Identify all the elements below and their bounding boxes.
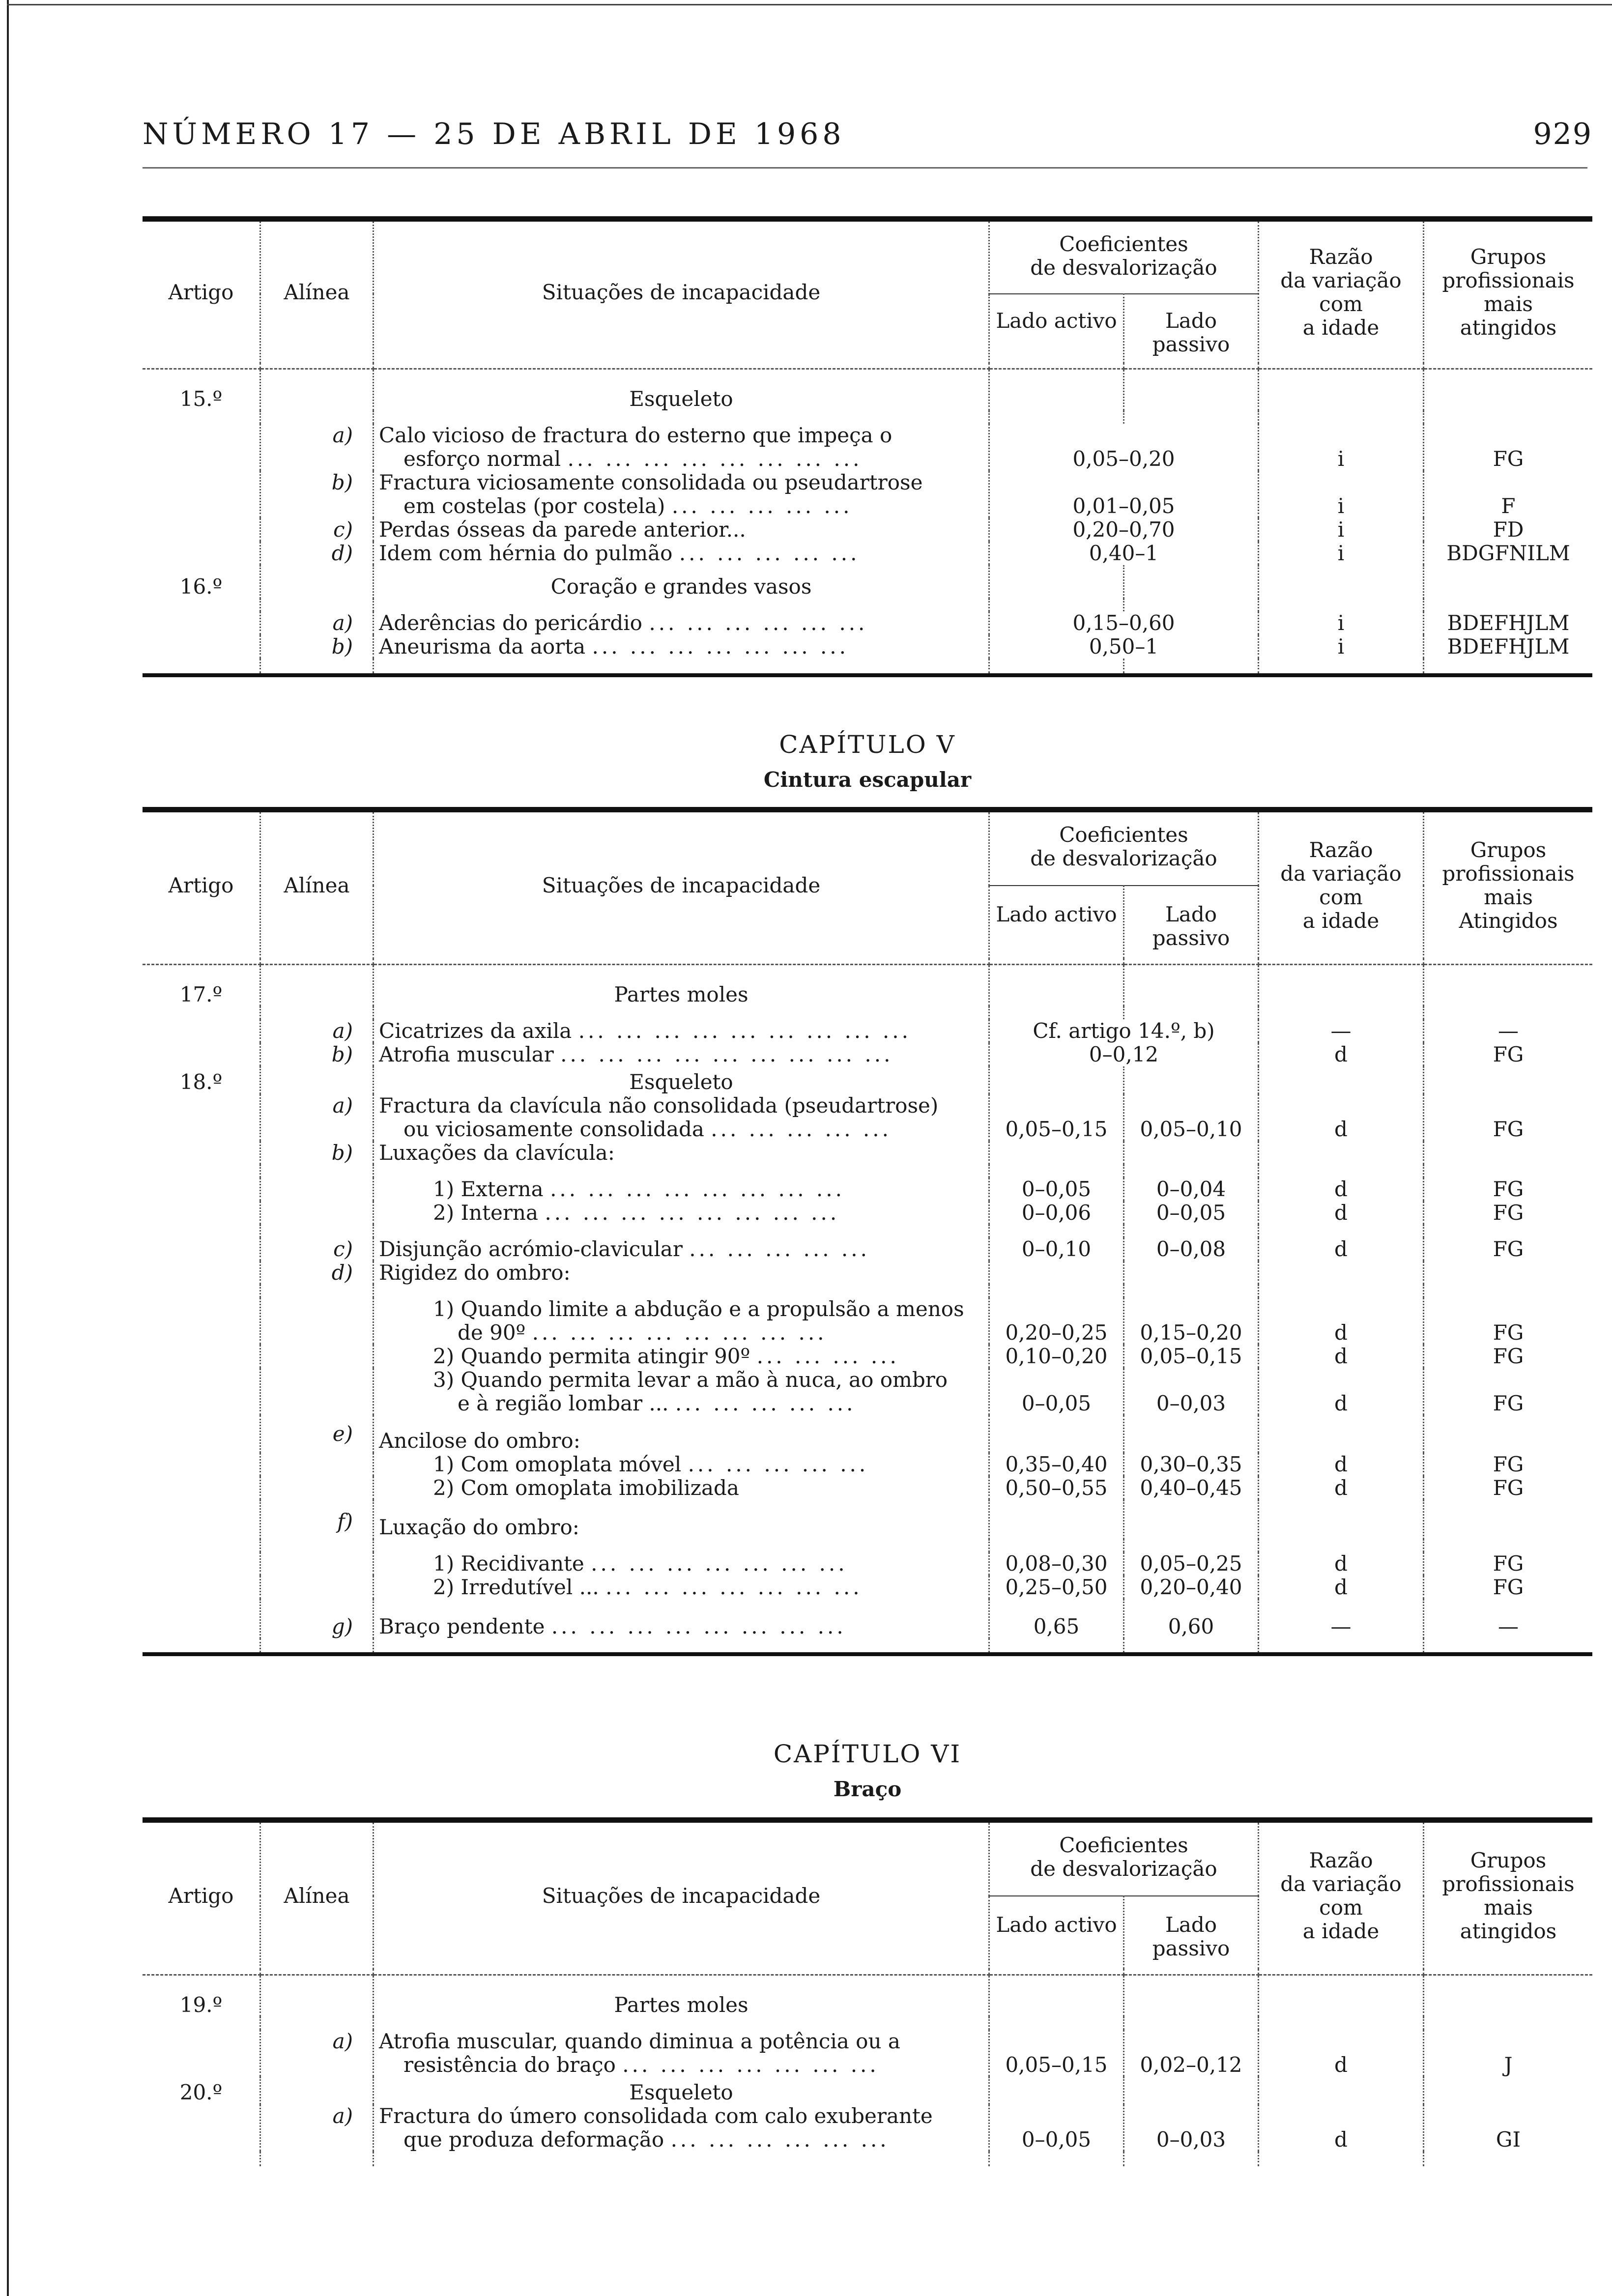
razao-value: d (1259, 1094, 1424, 1141)
table-top-rule (143, 807, 1592, 812)
razao-line: com (1319, 885, 1363, 909)
situacao-text: Luxação do ombro: (374, 1500, 989, 1539)
alinea-label: a) (260, 2104, 374, 2152)
table-esqueleto-coracao (143, 216, 1592, 677)
table-row (143, 1500, 1592, 1539)
col-header-alinea: Alínea (260, 222, 374, 363)
alinea-label: a) (260, 2030, 374, 2077)
alinea-label: c) (260, 1237, 374, 1261)
col-header-grupos (1424, 1823, 1593, 1969)
situacao-text: Aderências do pericárdio (379, 611, 642, 635)
situacao-text: 1) Com omoplata móvel (433, 1452, 682, 1476)
coef-activo-value: 0,25–0,50 (989, 1576, 1124, 1599)
chapter-title: CAPÍTULO V (779, 730, 956, 759)
page-header (143, 113, 1592, 157)
coef-value: 0–0,12 (989, 1043, 1259, 1066)
razao-value: i (1259, 611, 1424, 635)
table-row: b) Aneurisma da aorta ... ... ... ... ... ... ... 0,50–1 i BDEFHJLM (143, 635, 1592, 659)
situacao-text: 2) Interna (433, 1201, 538, 1225)
table-row (143, 1141, 1592, 1165)
razao-value: i (1259, 518, 1424, 542)
section-title: Esqueleto (374, 2077, 989, 2104)
razao-line: a idade (1302, 316, 1380, 340)
grupos-value: FG (1424, 424, 1593, 471)
grupos-value: BDGFNILM (1424, 542, 1593, 565)
col-header-coeficientes (989, 1823, 1259, 1896)
razao-line: da variação (1280, 861, 1402, 886)
artigo-number: 18.º (179, 1070, 223, 1094)
coef-passivo-value: 0–0,03 (1124, 2104, 1259, 2152)
coef-passivo-value: 0,05–0,15 (1124, 1345, 1259, 1368)
table-row: 3) Quando permita levar a mão à nuca, ao ombro e à região lombar ... ... ... ... ... ... 0–0,05 0–0,03 d FG (143, 1368, 1592, 1415)
page-number: 929 (1533, 117, 1592, 151)
coef-value: Cf. artigo 14.º, b) (989, 1019, 1259, 1043)
situacao-text: Braço pendente (379, 1614, 545, 1638)
coef-activo-value: 0–0,05 (989, 1368, 1124, 1415)
section-title: Partes moles (374, 1975, 989, 2017)
artigo-number: 20.º (179, 2080, 223, 2104)
coef-passivo-value: 0,15–0,20 (1124, 1297, 1259, 1345)
razao-value: d (1259, 1368, 1424, 1415)
situacao-text: Fractura viciosamente consolidada ou pseudartrose (379, 470, 923, 494)
grupos-value: FG (1424, 1177, 1593, 1201)
razao-line: com (1319, 1895, 1363, 1920)
situacao-text: Ancilose do ombro: (374, 1415, 989, 1453)
grupos-line: Grupos (1470, 245, 1547, 269)
alinea-label: a) (260, 1019, 374, 1043)
situacao-text: Calo vicioso de fractura do esterno que impeça o (379, 423, 892, 447)
table-row: 1) Com omoplata móvel ... ... ... ... ... 0,35–0,40 0,30–0,35 d FG (143, 1453, 1592, 1476)
grupos-value: FG (1424, 1453, 1593, 1476)
col-header-artigo: Artigo (168, 873, 234, 897)
razao-value: d (1259, 2030, 1424, 2077)
grupos-line: profissionais (1442, 268, 1575, 292)
section-title: Coração e grandes vasos (374, 565, 989, 599)
col-header-razao (1259, 222, 1424, 363)
alinea-label: d) (260, 542, 374, 565)
coef-activo-value: 0,10–0,20 (989, 1345, 1124, 1368)
grupos-value: BDEFHJLM (1424, 635, 1593, 659)
alinea-label: a) (260, 1094, 374, 1141)
situacao-text: Luxações da clavícula: (374, 1141, 989, 1165)
grupos-value: F (1424, 471, 1593, 518)
coef-activo-value: 0,35–0,40 (989, 1453, 1124, 1476)
coef-value: 0,50–1 (989, 635, 1259, 659)
coef-activo-value: 0,65 (989, 1599, 1124, 1638)
razao-value: d (1259, 1297, 1424, 1345)
grupos-value: FG (1424, 1237, 1593, 1261)
col-header-lado-passivo: Lado passivo (1124, 294, 1259, 363)
coef-line-1: Coeficientes (1059, 1833, 1188, 1857)
razao-value: — (1259, 1019, 1424, 1043)
table-row: 2) Interna ... ... ... ... ... ... ... ... 0–0,06 0–0,05 d FG (143, 1201, 1592, 1225)
razao-value: d (1259, 1576, 1424, 1599)
col-header-grupos (1424, 222, 1593, 363)
table-braco (143, 1817, 1592, 2166)
table-row: a) Calo vicioso de fractura do esterno que impeça o esforço normal ... ... ... ... ... ... ... ... 0,05–0,20 i FG (143, 424, 1592, 471)
grupos-value: FG (1424, 1552, 1593, 1576)
razao-line: com (1319, 292, 1363, 316)
table-row: d) Idem com hérnia do pulmão ... ... ... ... ... 0,40–1 i BDGFNILM (143, 542, 1592, 565)
table-row (143, 1261, 1592, 1285)
table-row: c) Disjunção acrómio-clavicular ... ... ... ... ... 0–0,10 0–0,08 d FG (143, 1237, 1592, 1261)
header-rule (143, 167, 1587, 169)
coef-passivo-value: 0,05–0,25 (1124, 1552, 1259, 1576)
situacao-text: Atrofia muscular, quando diminua a potência ou a (379, 2029, 900, 2053)
situacao-text: e à região lombar ... (458, 1391, 669, 1415)
coef-value: 0,15–0,60 (989, 611, 1259, 635)
razao-value: d (1259, 1552, 1424, 1576)
razao-value: i (1259, 471, 1424, 518)
coef-line-2: de desvalorização (1030, 846, 1217, 870)
col-header-alinea: Alínea (260, 812, 374, 959)
coef-activo-value: 0,20–0,25 (989, 1297, 1124, 1345)
coef-activo-value: 0,05–0,15 (989, 2030, 1124, 2077)
situacao-text: Rigidez do ombro: (374, 1261, 989, 1285)
situacao-text: 2) Irredutível ... (433, 1575, 599, 1599)
grupos-line: mais (1484, 1895, 1533, 1920)
col-header-situacoes: Situações de incapacidade (374, 1823, 989, 1969)
grupos-line: Atingidos (1459, 909, 1558, 933)
coef-activo-value: 0–0,05 (989, 1177, 1124, 1201)
situacao-text: 2) Com omoplata imobilizada (433, 1476, 739, 1500)
section-row (143, 1066, 1592, 1094)
grupos-value: BDEFHJLM (1424, 611, 1593, 635)
coef-activo-value: 0,05–0,15 (989, 1094, 1124, 1141)
grupos-value: FD (1424, 518, 1593, 542)
situacao-text: Fractura da clavícula não consolidada (pseudartrose) (379, 1093, 939, 1118)
razao-value: d (1259, 1177, 1424, 1201)
coef-activo-value: 0,08–0,30 (989, 1552, 1124, 1576)
grupos-line: atingidos (1460, 1919, 1557, 1943)
section-row (143, 965, 1592, 1007)
situacao-text: ou viciosamente consolidada (403, 1117, 704, 1141)
grupos-line: mais (1484, 292, 1533, 316)
col-header-razao (1259, 812, 1424, 959)
col-header-lado-activo: Lado activo (989, 294, 1124, 363)
col-header-artigo: Artigo (168, 280, 234, 304)
table-row: a) Fractura da clavícula não consolidada (pseudartrose) ou viciosamente consolidada ... ... ... ... ... 0,05–0,15 0,05–0,10 d FG (143, 1094, 1592, 1141)
grupos-value: FG (1424, 1297, 1593, 1345)
page-title: NÚMERO 17 — 25 DE ABRIL DE 1968 (143, 117, 845, 151)
table-bottom-rule (143, 673, 1592, 677)
grupos-line: Grupos (1470, 838, 1547, 862)
situacao-text: Aneurisma da aorta (379, 634, 586, 659)
grupos-value: FG (1424, 1576, 1593, 1599)
table-top-rule (143, 216, 1592, 222)
page-edge-left (7, 0, 9, 2296)
razao-line: Razão (1309, 1848, 1373, 1872)
table-row: 1) Externa ... ... ... ... ... ... ... ... 0–0,05 0–0,04 d FG (143, 1177, 1592, 1201)
section-row (143, 1975, 1592, 2017)
col-header-lado-passivo: Lado passivo (1124, 1896, 1259, 1969)
situacao-text: esforço normal (403, 447, 561, 471)
coef-activo-value: 0–0,10 (989, 1237, 1124, 1261)
table-bottom-rule (143, 1652, 1592, 1656)
chapter-subtitle: Cintura escapular (763, 768, 972, 792)
situacao-text: Idem com hérnia do pulmão (379, 541, 673, 565)
grupos-value: FG (1424, 1476, 1593, 1500)
artigo-number: 16.º (179, 574, 223, 599)
grupos-line: Grupos (1470, 1848, 1547, 1872)
alinea-label: e) (260, 1415, 374, 1453)
alinea-label: g) (260, 1599, 374, 1638)
situacao-text: 1) Externa (433, 1177, 544, 1201)
grupos-line: profissionais (1442, 1872, 1575, 1896)
coef-activo-value: 0–0,06 (989, 1201, 1124, 1225)
situacao-text: 2) Quando permita atingir 90º (433, 1344, 750, 1368)
col-header-artigo: Artigo (168, 1884, 234, 1908)
table-row: a) Fractura do úmero consolidada com calo exuberante que produza deformação ... ... ... ... ... ... 0–0,05 0–0,03 d GI (143, 2104, 1592, 2152)
razao-value: d (1259, 1345, 1424, 1368)
coef-passivo-value: 0,20–0,40 (1124, 1576, 1259, 1599)
situacao-text: Cicatrizes da axila (379, 1019, 572, 1043)
coef-line-2: de desvalorização (1030, 256, 1217, 280)
grupos-value: FG (1424, 1043, 1593, 1066)
coef-passivo-value: 0–0,03 (1124, 1368, 1259, 1415)
table-row: 2) Quando permita atingir 90º ... ... ... ... 0,10–0,20 0,05–0,15 d FG (143, 1345, 1592, 1368)
razao-value: d (1259, 1043, 1424, 1066)
table-row: a) Atrofia muscular, quando diminua a potência ou a resistência do braço ... ... ... ... ... ... ... 0,05–0,15 0,02–0,12 d J (143, 2030, 1592, 2077)
table-row: 1) Quando limite a abdução e a propulsão a menos de 90º ... ... ... ... ... ... ... ... 0,20–0,25 0,15–0,20 d FG (143, 1297, 1592, 1345)
table-row (143, 518, 1592, 542)
section-title: Partes moles (374, 965, 989, 1007)
coef-activo-value: 0,50–0,55 (989, 1476, 1124, 1500)
alinea-label: b) (260, 1043, 374, 1066)
col-header-lado-activo: Lado activo (989, 1896, 1124, 1969)
razao-value: i (1259, 542, 1424, 565)
grupos-value: FG (1424, 1094, 1593, 1141)
section-title: Esqueleto (374, 1066, 989, 1094)
alinea-label: b) (260, 635, 374, 659)
razao-line: a idade (1302, 1919, 1380, 1943)
alinea-label: b) (260, 1141, 374, 1165)
table-cintura-escapular (143, 807, 1592, 1656)
razao-value: i (1259, 635, 1424, 659)
coef-line-1: Coeficientes (1059, 823, 1188, 847)
grupos-line: atingidos (1460, 316, 1557, 340)
coef-passivo-value: 0,05–0,10 (1124, 1094, 1259, 1141)
razao-line: Razão (1309, 838, 1373, 862)
section-title: Esqueleto (374, 369, 989, 411)
alinea-label: a) (260, 611, 374, 635)
coef-passivo-value: 0,60 (1124, 1599, 1259, 1638)
artigo-number: 17.º (179, 982, 223, 1006)
col-header-alinea: Alínea (260, 1823, 374, 1969)
razao-value: — (1259, 1599, 1424, 1638)
table-row: b) Fractura viciosamente consolidada ou pseudartrose em costelas (por costela) ... ... ... ... ... 0,01–0,05 i F (143, 471, 1592, 518)
table-row: g) Braço pendente ... ... ... ... ... ... ... ... 0,65 0,60 — — (143, 1599, 1592, 1638)
table-top-rule (143, 1817, 1592, 1823)
col-header-lado-activo: Lado activo (989, 886, 1124, 959)
razao-value: d (1259, 1476, 1424, 1500)
coef-passivo-value: 0–0,04 (1124, 1177, 1259, 1201)
razao-value: d (1259, 1237, 1424, 1261)
coef-value: 0,01–0,05 (989, 471, 1259, 518)
situacao-text: 1) Recidivante (433, 1551, 584, 1576)
coef-passivo-value: 0,02–0,12 (1124, 2030, 1259, 2077)
grupos-value: FG (1424, 1368, 1593, 1415)
coef-passivo-value: 0–0,08 (1124, 1237, 1259, 1261)
page-edge-top (7, 4, 1612, 5)
artigo-number: 15.º (179, 387, 223, 411)
coef-passivo-value: 0–0,05 (1124, 1201, 1259, 1225)
situacao-text: Fractura do úmero consolidada com calo exuberante (379, 2104, 933, 2128)
situacao-text: de 90º (458, 1320, 526, 1345)
table-row: 1) Recidivante ... ... ... ... ... ... ... 0,08–0,30 0,05–0,25 d FG (143, 1552, 1592, 1576)
alinea-label: d) (260, 1261, 374, 1285)
grupos-value: — (1424, 1599, 1593, 1638)
situacao-text: resistência do braço (403, 2053, 616, 2077)
col-header-coeficientes (989, 222, 1259, 294)
grupos-line: profissionais (1442, 861, 1575, 886)
table-row: b) Atrofia muscular ... ... ... ... ... ... ... ... ... 0–0,12 d FG (143, 1043, 1592, 1066)
chapter-title: CAPÍTULO VI (773, 1740, 962, 1768)
col-header-situacoes: Situações de incapacidade (374, 222, 989, 363)
razao-value: d (1259, 1453, 1424, 1476)
razao-value: d (1259, 2104, 1424, 2152)
col-header-grupos (1424, 812, 1593, 959)
situacao-text: Disjunção acrómio-clavicular (379, 1237, 683, 1261)
razao-line: da variação (1280, 1872, 1402, 1896)
razao-line: a idade (1302, 909, 1380, 933)
grupos-value: FG (1424, 1201, 1593, 1225)
coef-line-2: de desvalorização (1030, 1857, 1217, 1881)
col-header-situacoes: Situações de incapacidade (374, 812, 989, 959)
grupos-value: GI (1424, 2104, 1593, 2152)
alinea-label: b) (260, 471, 374, 518)
col-header-razao (1259, 1823, 1424, 1969)
coef-line-1: Coeficientes (1059, 232, 1188, 256)
coef-value: 0,20–0,70 (989, 518, 1259, 542)
alinea-label: a) (260, 424, 374, 471)
situacao-text: Perdas ósseas da parede anterior... (374, 518, 989, 542)
table-row: 2) Irredutível ... ... ... ... ... ... ... ... 0,25–0,50 0,20–0,40 d FG (143, 1576, 1592, 1599)
table-row: a) Cicatrizes da axila ... ... ... ... ... ... ... ... ... Cf. artigo 14.º, b) — — (143, 1019, 1592, 1043)
razao-value: i (1259, 424, 1424, 471)
section-row (143, 369, 1592, 411)
col-header-coeficientes (989, 812, 1259, 886)
situacao-text: em costelas (por costela) (403, 494, 665, 518)
artigo-number: 19.º (179, 1993, 223, 2017)
grupos-value: — (1424, 1019, 1593, 1043)
grupos-value: FG (1424, 1345, 1593, 1368)
razao-line: Razão (1309, 245, 1373, 269)
coef-activo-value: 0–0,05 (989, 2104, 1124, 2152)
razao-line: da variação (1280, 268, 1402, 292)
col-header-lado-passivo: Lado passivo (1124, 886, 1259, 959)
situacao-text: 1) Quando limite a abdução e a propulsão a menos (433, 1297, 964, 1321)
coef-value: 0,05–0,20 (989, 424, 1259, 471)
table-row (143, 1415, 1592, 1453)
section-row (143, 2077, 1592, 2104)
grupos-line: mais (1484, 885, 1533, 909)
grupos-value: J (1424, 2030, 1593, 2077)
table-row (143, 1476, 1592, 1500)
situacao-text: que produza deformação (403, 2127, 664, 2152)
coef-value: 0,40–1 (989, 542, 1259, 565)
coef-passivo-value: 0,40–0,45 (1124, 1476, 1259, 1500)
situacao-text: 3) Quando permita levar a mão à nuca, ao ombro (433, 1368, 948, 1392)
table-row: a) Aderências do pericárdio ... ... ... ... ... ... 0,15–0,60 i BDEFHJLM (143, 611, 1592, 635)
situacao-text: Atrofia muscular (379, 1042, 554, 1066)
coef-passivo-value: 0,30–0,35 (1124, 1453, 1259, 1476)
razao-value: d (1259, 1201, 1424, 1225)
alinea-label: f) (260, 1500, 374, 1539)
alinea-label: c) (260, 518, 374, 542)
chapter-subtitle: Braço (833, 1777, 902, 1801)
section-row (143, 565, 1592, 599)
